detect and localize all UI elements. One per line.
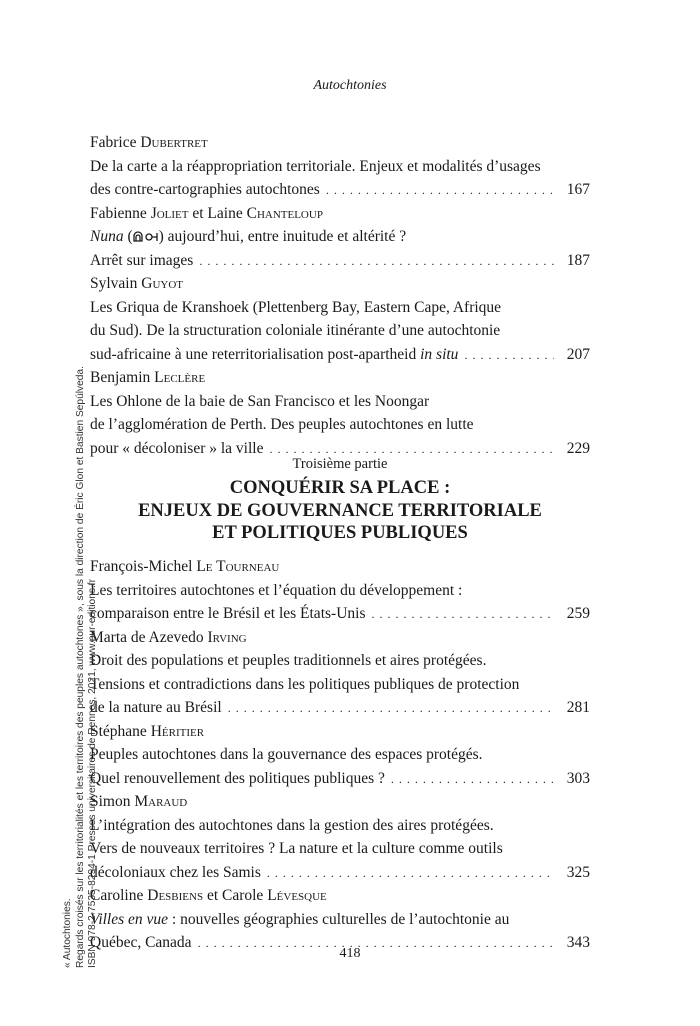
author-given-name: Marta de Azevedo [90,628,208,646]
toc-block-bottom [90,555,590,955]
entry-author [90,366,590,390]
author-given-name: Benjamin [90,369,155,386]
author-surname: Héritier [150,722,205,740]
entry-title-line: Vers de nouveaux territoires ? La nature et la culture comme outils [90,840,503,857]
entry-title-line: Les Ohlone de la baie de San Francisco et les Noongar [90,392,430,410]
entry-author [90,131,590,155]
entry-leader-line[interactable] [90,767,590,791]
entry-title-line: Peuples autochtones dans la gouvernance des espaces protégés. [90,746,483,763]
toc-entry-leclere [90,366,590,460]
entry-title-last-line: comparaison entre le Brésil et les États-Unis [90,605,366,622]
toc-entry-desbiens [90,884,590,955]
entry-title-line: De la carte a la réappropriation territoriale. Enjeux et modalités d’usages [90,157,541,175]
nuna-word: Nuna [90,228,124,245]
folio-page-number: 418 [339,946,361,961]
dot-leader [199,250,554,274]
part-label: Troisième partie [292,456,388,472]
entry-title-line: Tensions et contradictions dans les politiques publiques de protection [90,675,520,693]
author-surname: Irving [207,628,247,646]
entry-title-last-line: des contre-cartographies autochtones [90,181,320,198]
entry-title-line: Les territoires autochtones et l’équation du développement : [90,581,463,599]
part-title-line: ENJEUX DE GOUVERNANCE TERRITORIALE [138,500,542,521]
author-surname: Desbiens [147,887,204,904]
author-conjunction: et Carole [203,887,268,904]
part-title-line: ET POLITIQUES PUBLIQUES [212,523,468,543]
entry-leader-line[interactable] [90,178,590,202]
entry-title-text: sud-africaine à une reterritorialisation post-apartheid [90,345,417,363]
entry-title-line [90,908,590,932]
entry-author [90,202,590,226]
part-title-line: CONQUÉRIR SA PLACE : [229,478,451,498]
toc-entry-joliet [90,202,590,273]
dot-leader [228,697,554,721]
entry-title-line: Les Griqua de Kranshoek (Plettenberg Bay, Eastern Cape, Afrique [90,298,502,316]
toc-block-top [90,131,590,460]
dot-leader [464,344,554,368]
part-heading [90,455,590,545]
dot-leader [267,862,554,886]
entry-title-rest: ) aujourd’hui, entre inuitude et altérité ? [158,228,407,245]
entry-leader-line[interactable] [90,696,590,720]
page-number: 343 [566,934,590,951]
entry-title-last-line: de la nature au Brésil [90,699,222,716]
page-number: 187 [566,251,590,269]
running-head: Autochtonies [313,78,387,93]
toc-entry-guyot [90,272,590,366]
entry-title-last-line: pour « décoloniser » la ville [90,439,264,457]
dot-leader [371,603,554,627]
side-note-line: Regards croisés sur les territorialités et les territoires des peuples autochtones », sous la direction de Éric Glon et Bastien Sepúlveda. [74,366,86,968]
entry-title-line: L’intégration des autochtones dans la gestion des aires protégées. [90,816,494,834]
author-given-name: Sylvain [90,275,142,292]
entry-title-last-line: Arrêt sur images [90,251,194,269]
page-number: 281 [566,699,590,716]
entry-title-line: Nuna ( ) aujourd’hui, entre inuitude et altérité ? [90,228,407,245]
side-note-line: ISBN 978-2-7535-8294-1 Presses universitaires de Rennes, 2021, www.pur-editions.fr [87,578,98,968]
entry-leader-line[interactable] [90,249,590,273]
entry-author [90,555,590,579]
entry-title-last-line: décoloniaux chez les Samis [90,863,261,881]
author-surname: Maraud [134,793,188,810]
page-number: 325 [566,863,590,881]
entry-leader-line[interactable] [90,602,590,626]
author-surname: Lévesque [267,887,327,904]
entry-title-last-line [90,343,458,367]
entry-title-line: Droit des populations et peuples traditionnels et aires protégées. [90,652,487,669]
part-title [90,477,590,545]
toc-entry-dubertret [90,131,590,202]
entry-author [90,720,590,744]
toc-entry-le-tourneau [90,555,590,626]
author-surname: Le Tourneau [196,558,280,575]
toc-entry-irving [90,626,590,720]
author-surname: Joliet [150,204,189,222]
dot-leader [391,768,554,792]
side-copyright-note [62,308,100,968]
dot-leader [326,179,554,203]
author-given-name: Caroline [90,887,148,904]
toc-entry-heritier [90,720,590,791]
author-surname: Chanteloup [246,204,323,222]
entry-leader-line[interactable] [90,861,590,885]
entry-title-line: de l’agglomération de Perth. Des peuples autochtones en lutte [90,416,474,433]
page-number: 303 [566,769,590,787]
author-conjunction: et Laine [188,204,247,222]
author-surname: Guyot [141,275,183,292]
page-number: 229 [566,439,590,457]
author-given-name: Simon [90,793,135,810]
page-number: 207 [566,345,590,363]
entry-title-line: du Sud). De la structuration coloniale itinérante d’une autochtonie [90,322,501,339]
entry-title-last-line: Quel renouvellement des politiques publiques ? [90,769,385,787]
entry-author [90,272,590,296]
page-number: 167 [566,181,590,198]
entry-author [90,626,590,650]
author-given-name: François-Michel [90,558,197,575]
toc-entry-maraud [90,790,590,884]
entry-author [90,884,590,908]
author-surname: Dubertret [140,134,208,151]
author-given-name: Fabienne [90,204,151,222]
entry-title-italic: Villes en vue [90,910,169,928]
page-number: 259 [566,605,590,622]
side-note-line: « Autochtonies. [62,898,73,968]
entry-title-italic: in situ [420,345,459,363]
entry-title-rest: : nouvelles géographies culturelles de l’autochtonie au [168,910,510,928]
entry-leader-line[interactable] [90,343,590,367]
inuktitut-syllabics-icon [133,230,159,242]
entry-title-last-line: Québec, Canada [90,934,192,951]
author-given-name: Fabrice [90,134,141,151]
author-given-name: Stéphane [90,722,151,740]
entry-author [90,790,590,814]
author-surname: Leclère [154,369,206,386]
